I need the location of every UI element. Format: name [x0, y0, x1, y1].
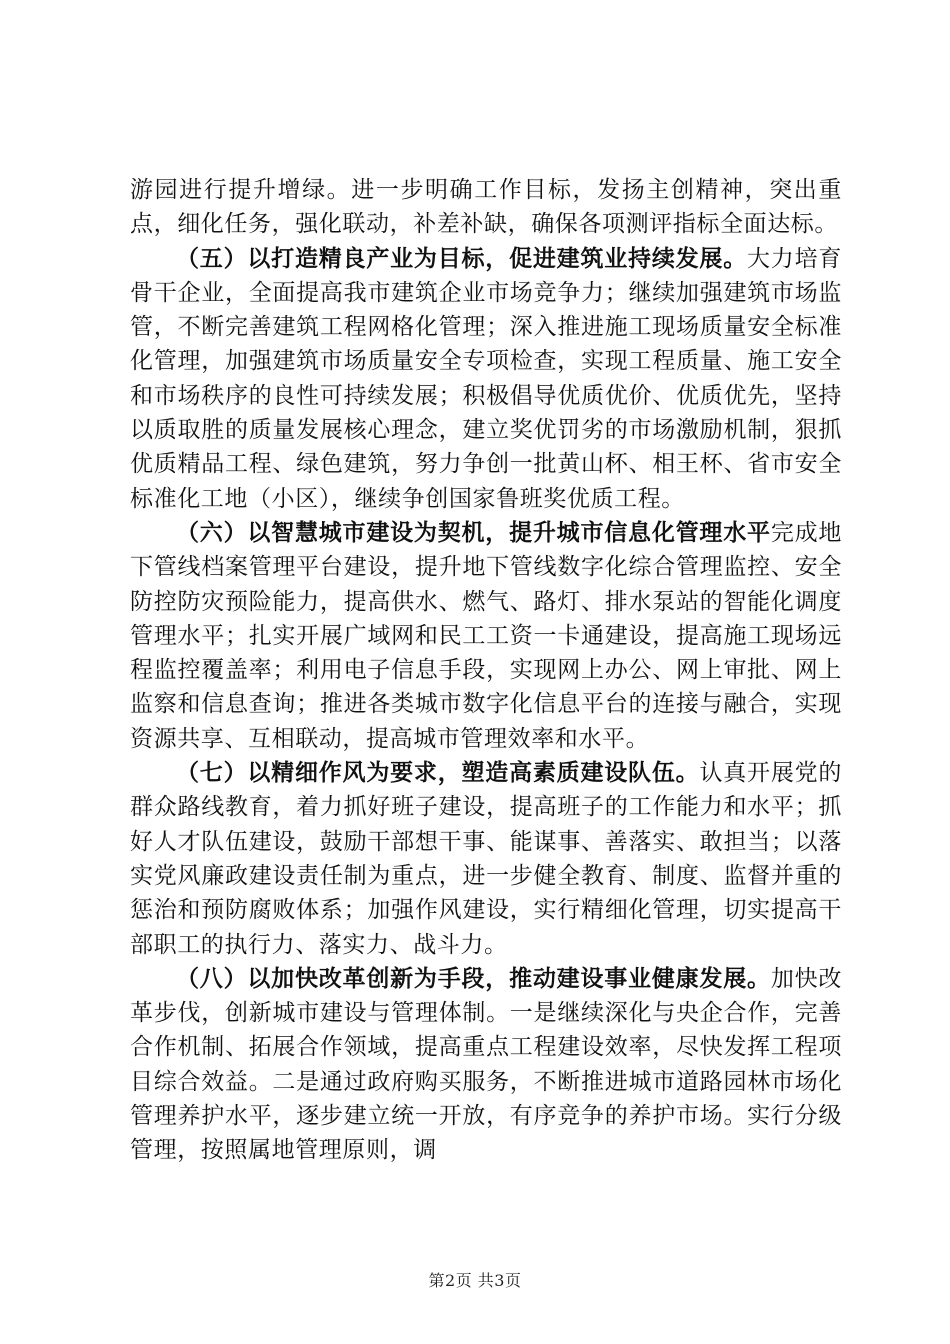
document-body	[130, 173, 842, 1168]
paragraph-body: 完成地下管线档案管理平台建设，提升地下管线数字化综合管理监控、安全防控防灾预险能力，提高供水、燃气、路灯、排水泵站的智能化调度管理水平；扎实开展广域网和民工工资一卡通建设，提高施工现场远程监控覆盖率；利用电子信息手段，实现网上办公、网上审批、网上监察和信息查询；推进各类城市数字化信息平台的连接与融合，实现资源共享、互相联动，提高城市管理效率和水平。	[130, 519, 842, 752]
paragraph-body: 大力培育骨干企业，全面提高我市建筑企业市场竞争力；继续加强建筑市场监管，不断完善建筑工程网格化管理；深入推进施工现场质量安全标准化管理，加强建筑市场质量安全专项检查，实现工程质量、施工安全和市场秩序的良性可持续发展；积极倡导优质优价、优质优先，坚持以质取胜的质量发展核心理念，建立奖优罚劣的市场激励机制，狠抓优质精品工程、绿色建筑，努力争创一批黄山杯、相王杯、省市安全标准化工地（小区），继续争创国家鲁班奖优质工程。	[130, 245, 842, 512]
page-number-footer: 第2页 共3页	[428, 1271, 522, 1290]
paragraph-section-6	[130, 516, 842, 756]
paragraph-body: 认真开展党的群众路线教育，着力抓好班子建设，提高班子的工作能力和水平；抓好人才队伍建设，鼓励干部想干事、能谋事、善落实、敢担当；以落实党风廉政建设责任制为重点，进一步健全教育、制度、监督并重的惩治和预防腐败体系；加强作风建设，实行精细化管理，切实提高干部职工的执行力、落实力、战斗力。	[130, 760, 842, 958]
paragraph-section-8	[130, 962, 842, 1168]
section-heading: （六）以智慧城市建设为契机，提升城市信息化管理水平	[176, 518, 771, 546]
paragraph-continuation	[130, 173, 842, 242]
paragraph-section-5	[130, 242, 842, 516]
paragraph-body: 加快改革步伐，创新城市建设与管理体制。一是继续深化与央企合作，完善合作机制、拓展合作领域，提高重点工程建设效率，尽快发挥工程项目综合效益。二是通过政府购买服务，不断推进城市道路园林市场化管理养护水平，逐步建立统一开放，有序竞争的养护市场。实行分级管理，按照属地管理原则，调	[130, 965, 842, 1164]
paragraph-body: 游园进行提升增绿。进一步明确工作目标，发扬主创精神，突出重点，细化任务，强化联动，补差补缺，确保各项测评指标全面达标。	[130, 177, 842, 238]
section-heading: （五）以打造精良产业为目标，促进建筑业持续发展。	[176, 244, 748, 272]
section-heading: （八）以加快改革创新为手段，推动建设事业健康发展。	[176, 964, 771, 992]
section-heading: （七）以精细作风为要求，塑造高素质建设队伍。	[176, 759, 700, 787]
paragraph-section-7	[130, 756, 842, 962]
